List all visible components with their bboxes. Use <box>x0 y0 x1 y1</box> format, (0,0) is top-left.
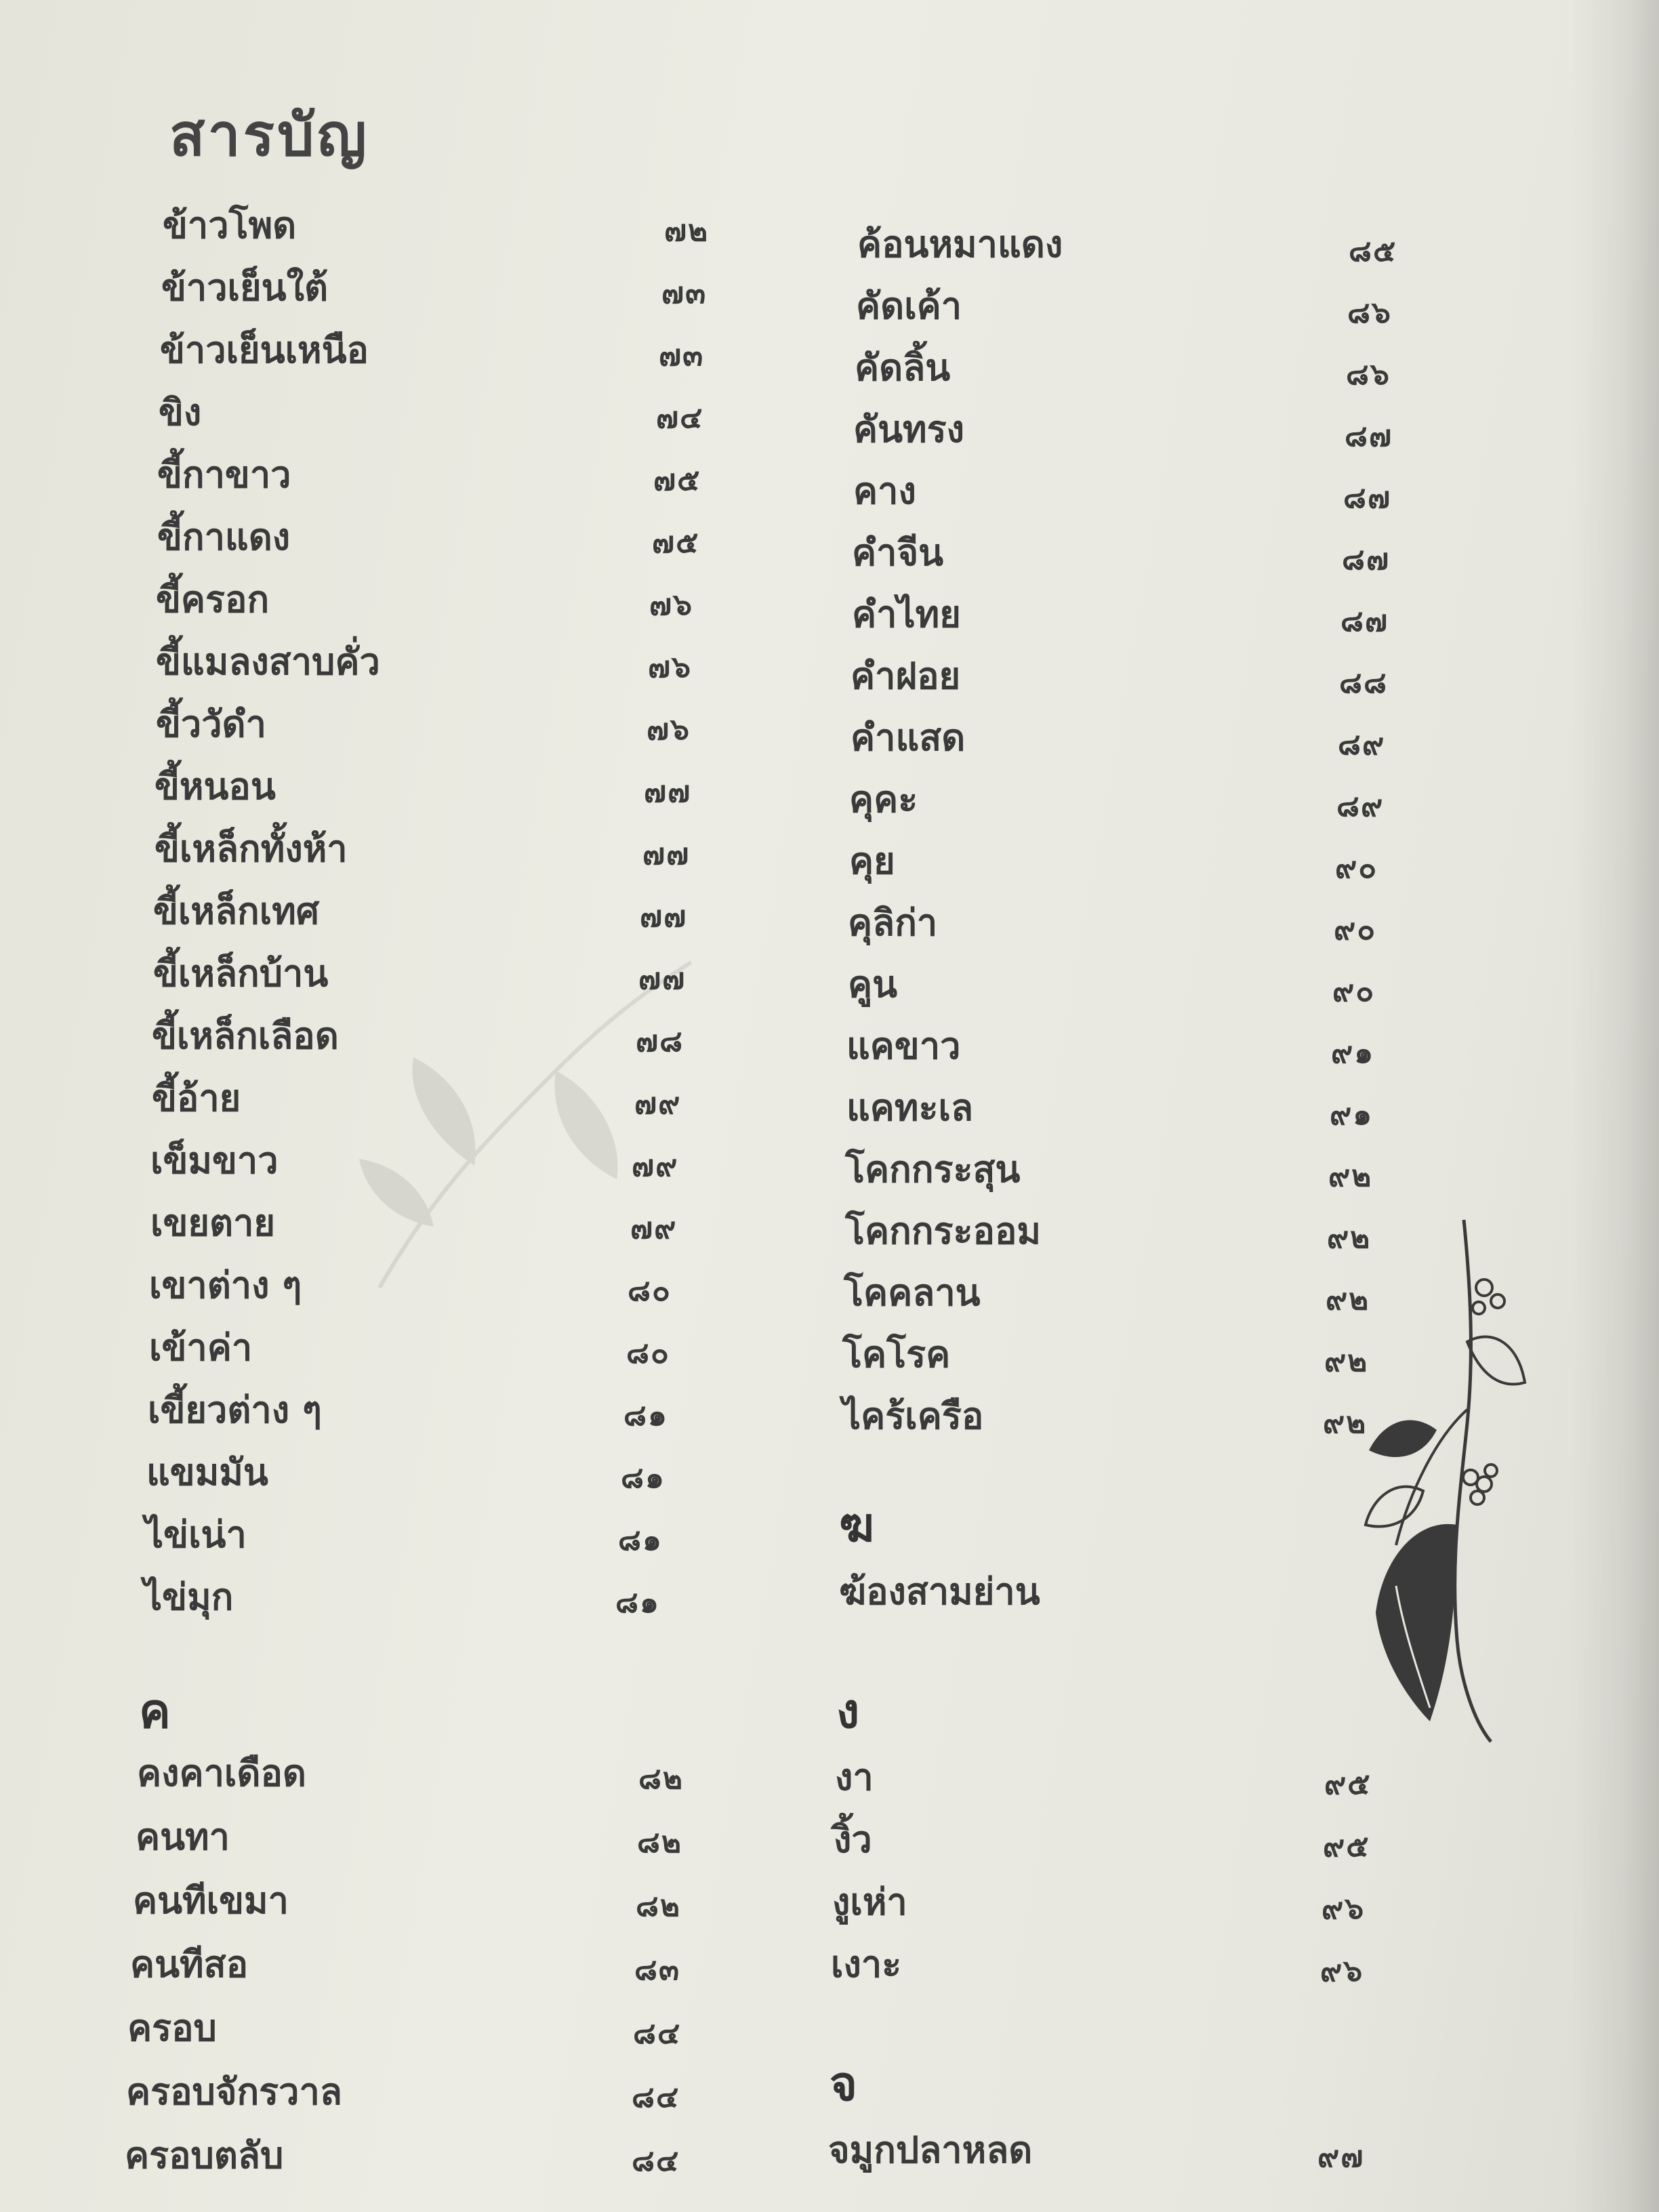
entry-name: ขี้ครอก <box>156 578 270 621</box>
toc-entry <box>163 197 718 255</box>
entry-name: คาง <box>853 470 916 512</box>
entry-page: ๗๗ <box>638 962 687 996</box>
entry-page: ๗๖ <box>648 650 693 684</box>
entry-page: ๗๓ <box>661 276 708 310</box>
entry-page: ๙๒ <box>1324 1344 1369 1378</box>
entry-page: ๗๗ <box>644 775 692 809</box>
entry-page: ๗๖ <box>647 712 691 747</box>
toc-entry <box>831 1936 1373 1994</box>
entry-page: ๗๓ <box>659 338 705 373</box>
entry-page: ๗๙ <box>634 1086 682 1121</box>
section-heading-cho: จ <box>830 2056 858 2112</box>
toc-entry <box>149 1319 705 1377</box>
entry-name: ข้าวเย็นใต้ <box>161 266 329 309</box>
entry-page: ๘๒ <box>637 1825 682 1860</box>
toc-entry <box>156 571 712 629</box>
entry-name: คุลิก่า <box>848 901 938 944</box>
entry-page: ๙๒ <box>1328 1159 1373 1193</box>
entry-page: ๗๖ <box>649 588 694 622</box>
toc-entry <box>145 1506 701 1564</box>
entry-name: โคคลาน <box>844 1271 981 1314</box>
toc-entry <box>146 1443 702 1502</box>
entry-page: ๘๔ <box>633 2016 682 2051</box>
entry-name: ขี้เหล็กเลือด <box>152 1015 339 1057</box>
entry-page: ๗๔ <box>656 401 704 435</box>
entry-name: ขี้เหล็กทั้งห้า <box>155 827 348 870</box>
entry-name: ขิง <box>159 391 202 434</box>
toc-entry <box>149 1256 705 1315</box>
entry-name: คงคาเดือด <box>137 1752 306 1795</box>
toc-entry <box>157 446 713 504</box>
entry-name: ขี้ววัดำ <box>156 703 266 745</box>
entry-name: คัดลิ้น <box>855 346 951 389</box>
entry-page: ๘๑ <box>621 1460 665 1495</box>
entry-page: ๙๑ <box>1330 1097 1374 1132</box>
toc-entry <box>157 508 713 567</box>
entry-name: ข้าวเย็นเหนือ <box>160 329 369 371</box>
toc-entry <box>842 1387 1385 1446</box>
entry-page: ๘๖ <box>1347 295 1392 330</box>
entry-name: ขี้เหล็กบ้าน <box>153 952 329 995</box>
entry-page: ๙๒ <box>1326 1282 1370 1317</box>
entry-name: คุย <box>849 840 895 882</box>
toc-entry <box>855 339 1397 397</box>
entry-name: คำไทย <box>852 593 961 636</box>
entry-name: ขี้อ้าย <box>152 1077 241 1120</box>
entry-name: จมูกปลาหลด <box>828 2129 1033 2171</box>
entry-name: ไข่เน่า <box>145 1513 247 1556</box>
entry-page: ๗๗ <box>642 837 691 872</box>
entry-page: ๙๑ <box>1331 1036 1375 1070</box>
entry-name: เขยตาย <box>150 1202 276 1244</box>
toc-entry <box>148 1381 703 1439</box>
toc-entry <box>153 945 709 1003</box>
entry-name: โคกกระสุน <box>845 1148 1021 1191</box>
entry-page: ๘๗ <box>1345 419 1393 453</box>
entry-name: เงาะ <box>831 1943 902 1986</box>
entry-page: ๘๕ <box>1349 234 1397 268</box>
toc-entry <box>852 524 1394 582</box>
entry-name: งูเห่า <box>832 1881 907 1923</box>
entry-name: คนทีเขมา <box>133 1879 289 1922</box>
entry-name: งา <box>835 1756 874 1799</box>
entry-name: ไคร้เครือ <box>842 1395 984 1437</box>
entry-name: คนทีสอ <box>130 1943 249 1986</box>
section-heading-kho-rakhang: ฆ <box>839 1497 874 1553</box>
entry-page: ๘๐ <box>626 1336 670 1370</box>
entry-name: ค้อนหมาแดง <box>857 223 1063 266</box>
book-spine-shadow <box>1571 0 1659 2212</box>
entry-name: แขมมัน <box>146 1451 268 1494</box>
entry-name: เข็มขาว <box>150 1139 279 1182</box>
toc-entry <box>155 820 710 878</box>
toc-entry <box>125 2127 680 2185</box>
toc-entry <box>846 1079 1389 1137</box>
toc-entry <box>156 695 712 754</box>
entry-name: โคโรค <box>842 1333 951 1376</box>
entry-page: ๗๘ <box>636 1024 684 1059</box>
entry-page: ๘๓ <box>634 1952 681 1987</box>
entry-page: ๘๔ <box>632 2080 680 2114</box>
entry-page: ๘๗ <box>1340 604 1389 638</box>
toc-entry <box>144 1568 699 1626</box>
toc-entry <box>848 894 1390 952</box>
entry-name: แคทะเล <box>846 1086 974 1129</box>
toc-entry <box>832 1873 1374 1931</box>
toc-entry <box>150 1194 706 1252</box>
entry-page: ๘๑ <box>615 1585 660 1620</box>
entry-page: ๘๔ <box>632 2144 680 2178</box>
toc-entry <box>849 832 1391 890</box>
toc-entry <box>161 259 717 317</box>
toc-entry <box>828 2121 1370 2179</box>
entry-name: ขี้แมลงสาบคั่ว <box>156 640 380 683</box>
entry-page: ๙๕ <box>1323 1829 1370 1864</box>
toc-entry <box>848 956 1390 1014</box>
entry-name: ขี้กาขาว <box>157 453 291 496</box>
entry-name: คำฝอย <box>851 655 961 697</box>
entry-page: ๙๖ <box>1322 1891 1366 1926</box>
entry-page: ๗๙ <box>632 1149 679 1183</box>
toc-entry <box>126 2063 682 2121</box>
entry-page: ๘๐ <box>628 1273 672 1308</box>
toc-entry <box>853 462 1395 520</box>
entry-name: คุคะ <box>849 778 918 821</box>
entry-page: ๘๘ <box>1339 665 1388 700</box>
entry-name: ครอบตลับ <box>125 2134 284 2177</box>
toc-entry <box>853 401 1395 459</box>
entry-page: ๘๖ <box>1346 357 1391 392</box>
entry-name: เข้าค่า <box>149 1326 253 1369</box>
entry-name: คำแสด <box>851 716 966 759</box>
toc-entry <box>834 1811 1376 1869</box>
toc-entry <box>849 771 1391 829</box>
entry-name: ข้าวโพด <box>163 204 297 247</box>
entry-page: ๗๕ <box>652 525 700 560</box>
entry-page: ๗๕ <box>653 463 701 497</box>
entry-name: คันทรง <box>853 408 965 451</box>
entry-page: ๙๐ <box>1335 851 1378 885</box>
entry-name: ขี้เหล็กเทศ <box>153 890 320 933</box>
toc-entry <box>156 633 712 691</box>
entry-page: ๘๑ <box>618 1523 663 1557</box>
toc-entry <box>851 647 1393 705</box>
toc-entry <box>133 1872 689 1930</box>
entry-name: ฆ้องสามย่าน <box>839 1570 1040 1613</box>
botanical-illustration <box>1355 1206 1532 1748</box>
entry-name: โคกกระออม <box>845 1210 1041 1252</box>
entry-name: ครอบ <box>127 2007 217 2049</box>
entry-name: คนทา <box>136 1816 230 1858</box>
entry-page: ๘๗ <box>1343 480 1392 515</box>
entry-page: ๙๖ <box>1320 1954 1364 1988</box>
entry-name: เขาต่าง ๆ <box>149 1264 302 1307</box>
entry-page: ๙๒ <box>1323 1406 1368 1440</box>
toc-entry <box>845 1202 1387 1261</box>
toc-entry <box>152 1007 708 1065</box>
toc-entry <box>155 758 710 816</box>
toc-entry <box>846 1017 1389 1076</box>
entry-page: ๗๒ <box>664 213 710 248</box>
toc-entry <box>127 1999 683 2057</box>
entry-name: ครอบจักรวาล <box>126 2070 342 2113</box>
entry-page: ๘๑ <box>623 1398 668 1433</box>
entry-name: ขี้กาแดง <box>157 516 291 558</box>
entry-page: ๙๐ <box>1334 912 1377 947</box>
entry-name: งิ้ว <box>834 1818 872 1861</box>
toc-entry <box>856 277 1398 335</box>
entry-page: ๙๕ <box>1324 1767 1372 1801</box>
entry-name: ขี้หนอน <box>155 765 276 808</box>
section-heading-ngo: ง <box>836 1683 860 1739</box>
entry-name: คัดเค้า <box>856 285 962 327</box>
entry-page: ๙๐ <box>1332 974 1376 1008</box>
section-heading-kho: ค <box>139 1683 171 1739</box>
toc-entry <box>130 1936 686 1994</box>
toc-entry <box>844 1264 1386 1322</box>
entry-name: คูน <box>848 963 898 1006</box>
toc-entry <box>842 1326 1385 1384</box>
toc-entry <box>160 321 716 380</box>
toc-entry <box>137 1744 693 1803</box>
entry-page: ๘๙ <box>1338 727 1386 762</box>
entry-page: ๙๗ <box>1317 2139 1365 2174</box>
page-title: สารบัญ <box>169 102 369 169</box>
toc-entry <box>839 1563 1381 1621</box>
toc-entry <box>852 586 1394 644</box>
toc-entry <box>136 1808 691 1866</box>
toc-entry <box>845 1141 1387 1199</box>
entry-page: ๗๙ <box>630 1211 678 1246</box>
toc-entry <box>857 216 1399 274</box>
entry-page: ๙๒ <box>1327 1221 1372 1255</box>
entry-name: แคขาว <box>846 1025 961 1067</box>
entry-page: ๘๒ <box>636 1889 681 1923</box>
entry-page: ๘๒ <box>638 1761 684 1796</box>
toc-entry <box>153 882 709 941</box>
toc-entry <box>159 384 714 442</box>
toc-entry <box>152 1069 708 1128</box>
toc-entry <box>851 709 1393 767</box>
entry-page: ๗๗ <box>640 899 688 934</box>
entry-page: ๘๙ <box>1336 789 1385 823</box>
entry-name: เขี้ยวต่าง ๆ <box>148 1389 322 1431</box>
entry-name: ไข่มุก <box>144 1576 234 1618</box>
toc-entry <box>835 1748 1377 1807</box>
toc-entry <box>150 1132 706 1190</box>
entry-page: ๘๗ <box>1342 542 1391 577</box>
entry-name: คำจีน <box>852 531 943 574</box>
